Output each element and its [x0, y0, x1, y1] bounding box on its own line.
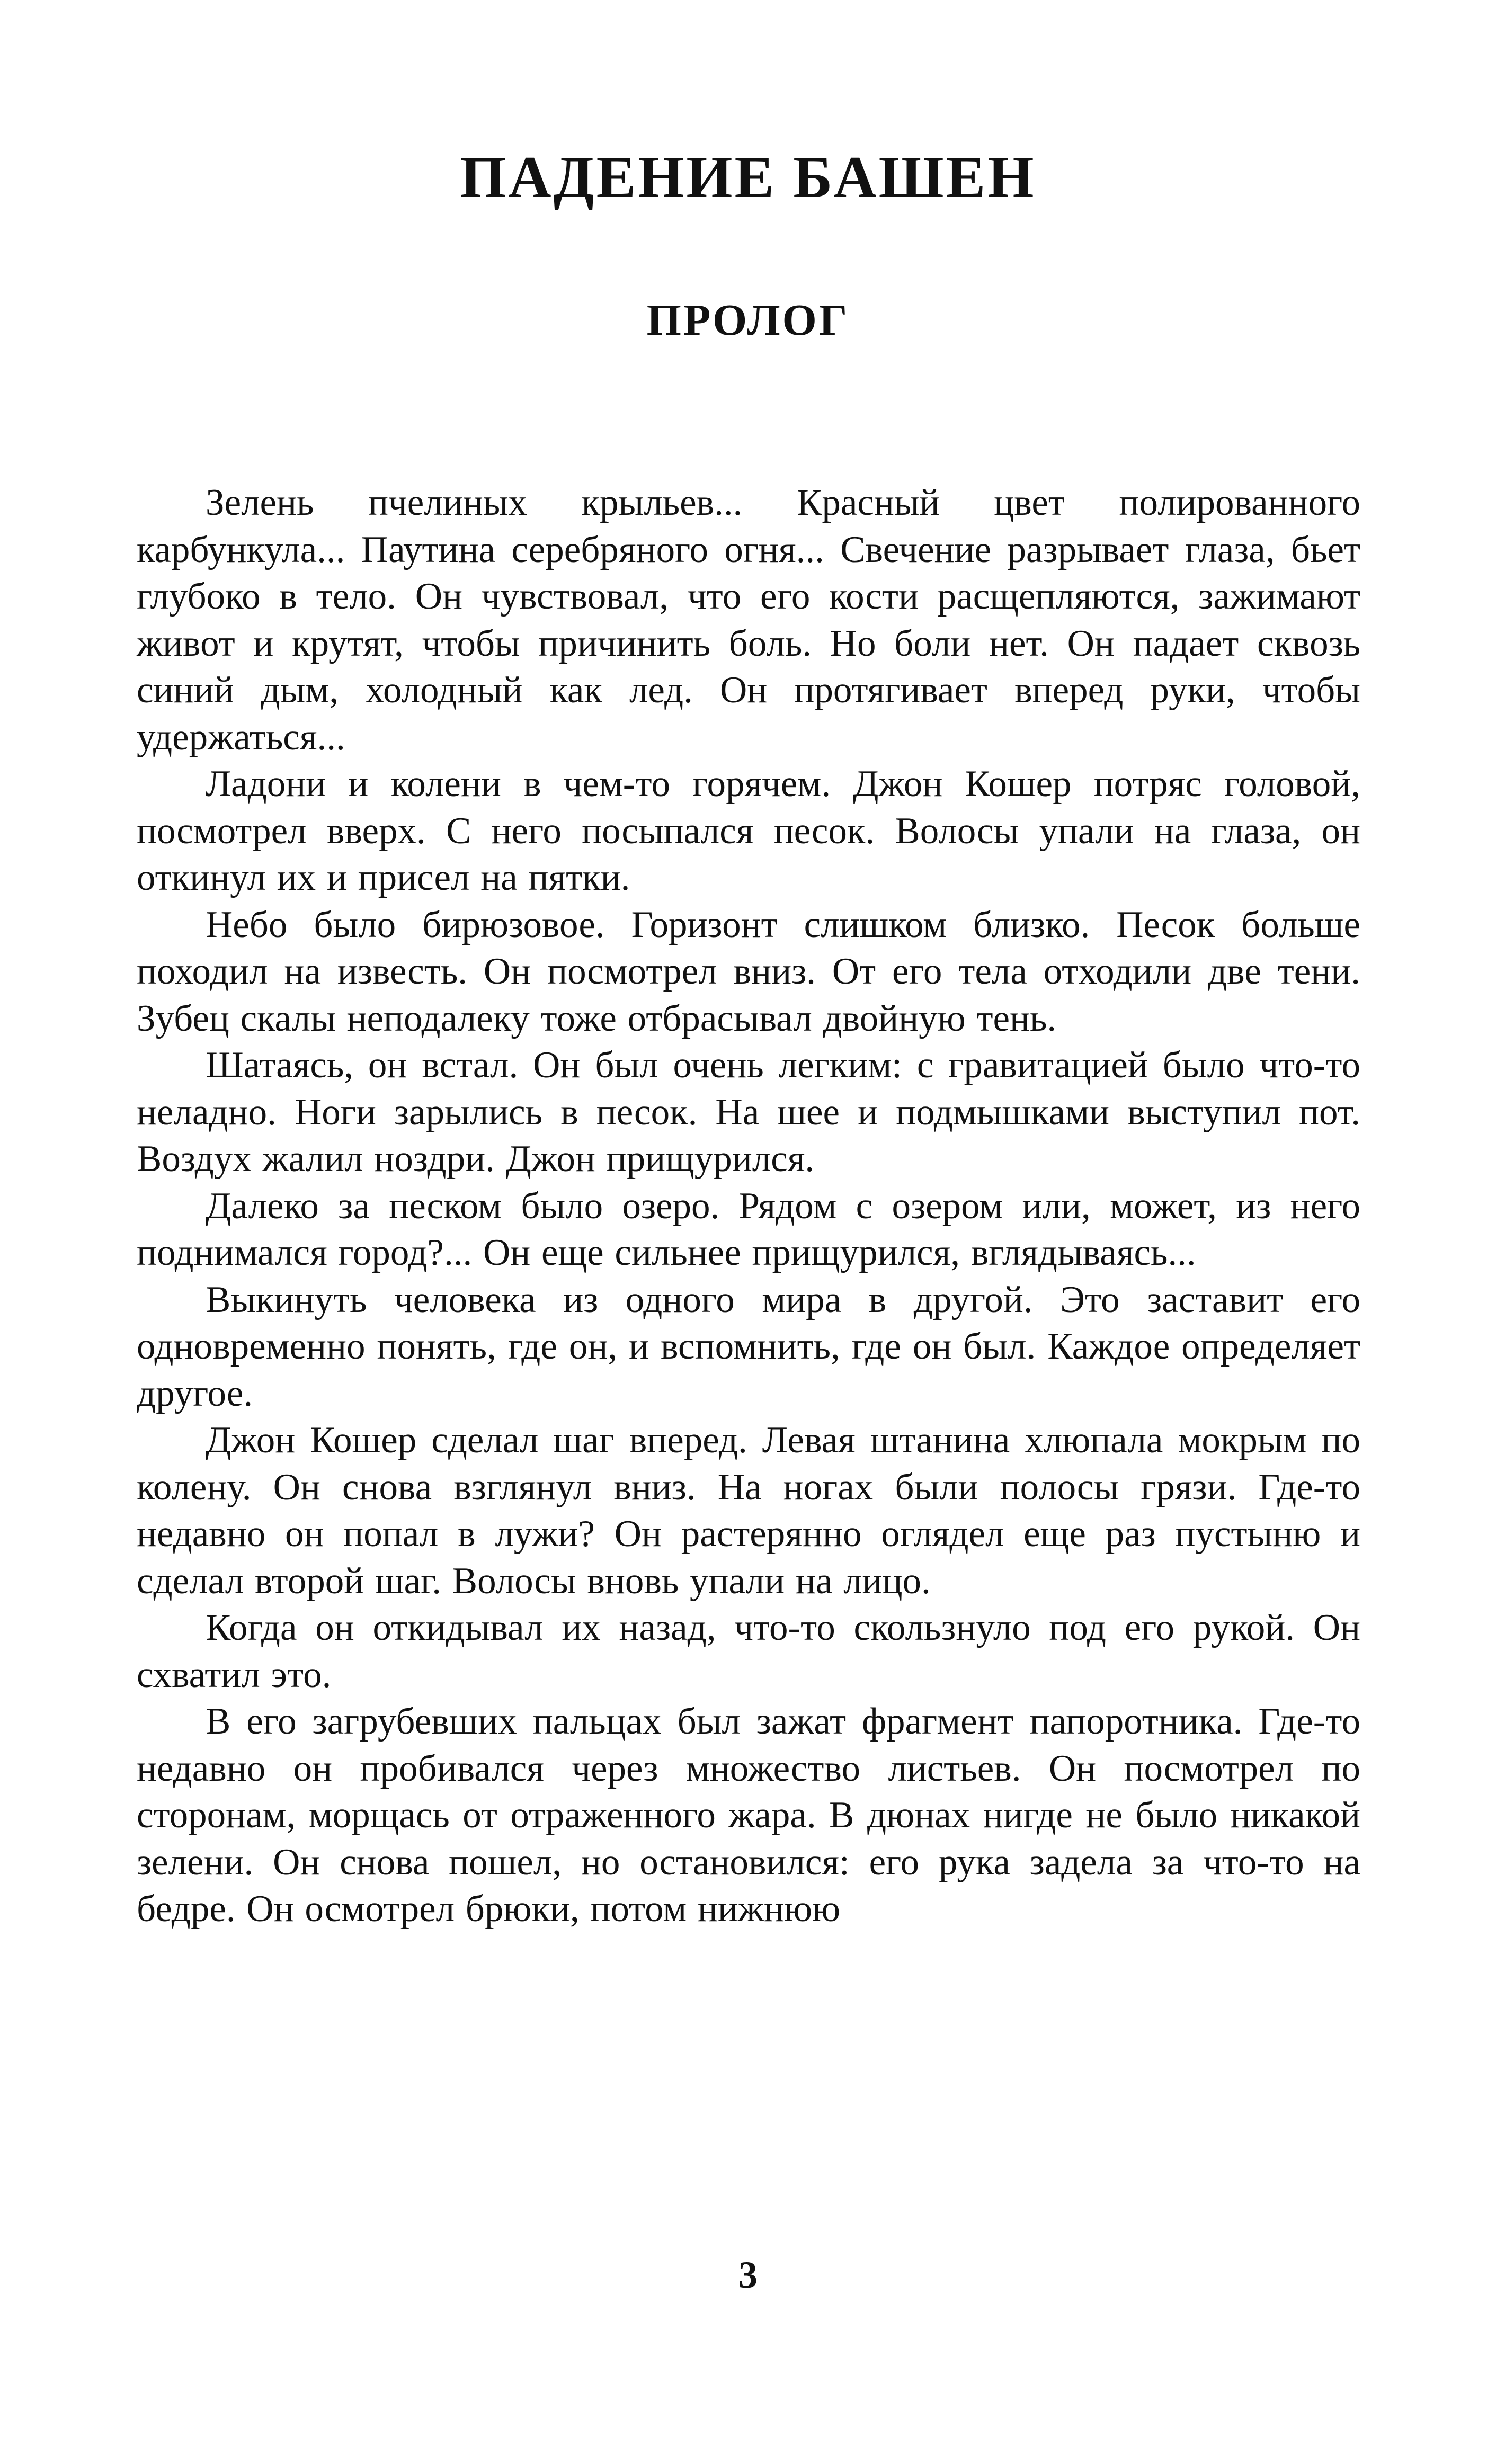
book-title: ПАДЕНИЕ БАШЕН: [460, 145, 1036, 210]
paragraph: В его загрубевших пальцах был зажат фрагмент папоротника. Где-то недавно он пробивался через множество листьев. Он посмотрел по сторонам, морщась от отраженного жара. В дюнах нигде не было никакой зелени. Он снова пошел, но остановился: его рука задела за что-то на бедре. Он осмотрел брюки, потом нижнюю: [137, 1701, 1360, 1930]
paragraph: Выкинуть человека из одного мира в другой. Это заставит его одновременно понять, где он, и вспомнить, где он был. Каждое определяет другое.: [137, 1279, 1360, 1414]
paragraph: Шатаясь, он встал. Он был очень легким: с гравитацией было что-то неладно. Ноги зарылись в песок. На шее и подмышками выступил пот. Воздух жалил ноздри. Джон прищурился.: [137, 1044, 1360, 1180]
paragraph: Ладони и колени в чем-то горячем. Джон Кошер потряс головой, посмотрел вверх. С него посыпался песок. Волосы упали на глаза, он откинул их и присел на пятки.: [137, 763, 1360, 898]
paragraph: Когда он откидывал их назад, что-то скользнуло под его рукой. Он схватил это.: [137, 1607, 1360, 1695]
chapter-title: ПРОЛОГ: [646, 296, 850, 345]
paragraph: Далеко за песком было озеро. Рядом с озером или, может, из него поднимался город?... Он еще сильнее прищурился, вглядываясь...: [137, 1185, 1360, 1273]
paragraph: Джон Кошер сделал шаг вперед. Левая штанина хлюпала мокрым по колену. Он снова взглянул вниз. На ногах были полосы грязи. Где-то недавно он попал в лужи? Он растерянно оглядел еще раз пустыню и сделал второй шаг. Волосы вновь упали на лицо.: [137, 1420, 1360, 1602]
paragraph: Зелень пчелиных крыльев... Красный цвет полированного карбункула... Паутина серебряного огня... Свечение разрывает глаза, бьет глубоко в тело. Он чувствовал, что его кости расщепляются, зажимают живот и крутят, чтобы причинить боль. Но боли нет. Он падает сквозь синий дым, холодный как лед. Он протягивает вперед руки, чтобы удержаться...: [137, 482, 1360, 758]
page-number: 3: [738, 2254, 758, 2296]
body-text: [137, 479, 1360, 1933]
paragraph: Небо было бирюзовое. Горизонт слишком близко. Песок больше походил на известь. Он посмотрел вниз. От его тела отходили две тени. Зубец скалы неподалеку тоже отбрасывал двойную тень.: [137, 904, 1360, 1039]
